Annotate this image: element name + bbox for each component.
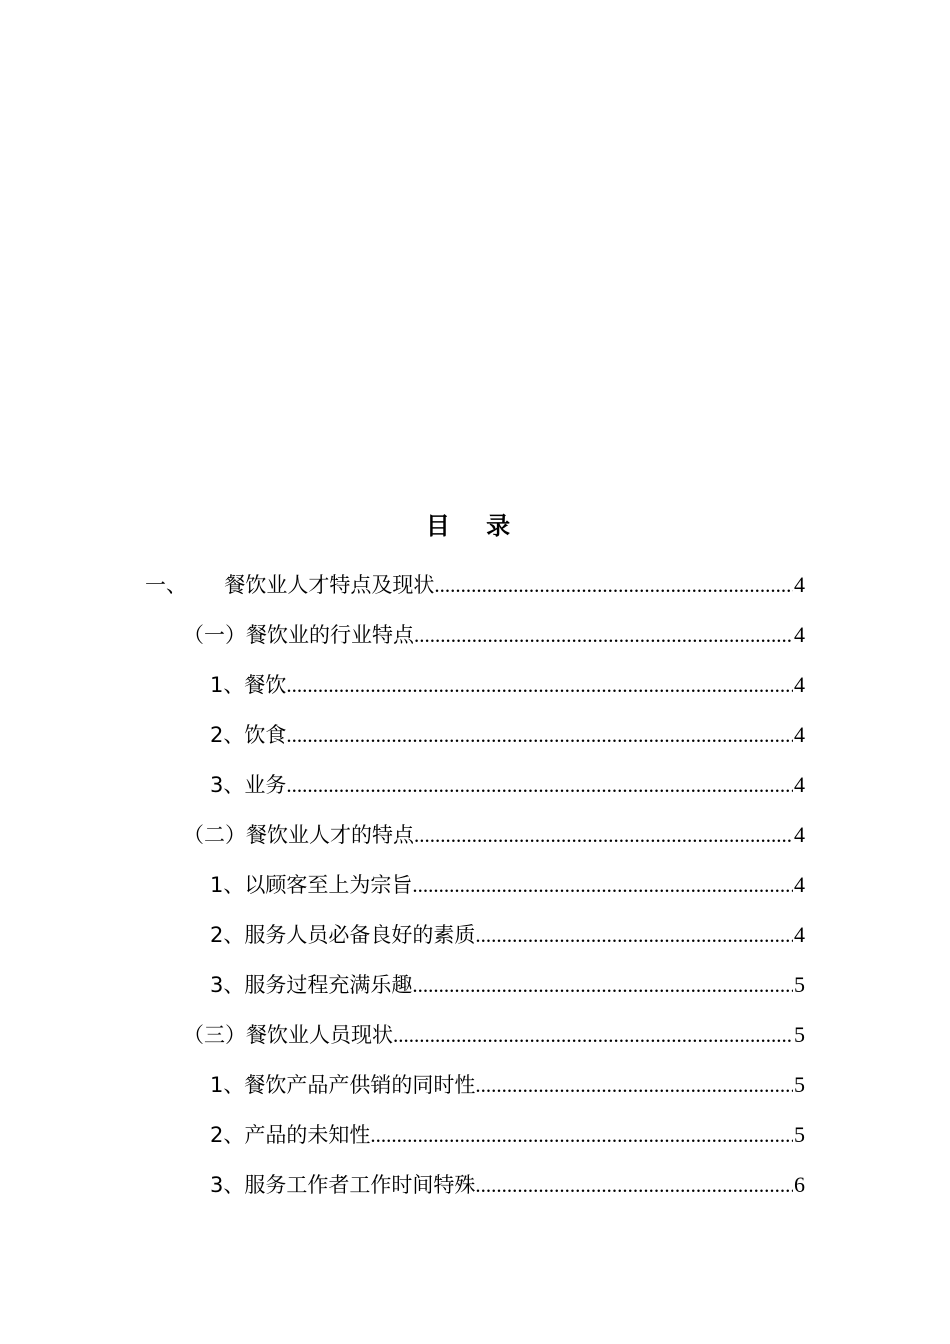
toc-dot-leader xyxy=(414,620,793,650)
toc-entry-number: 1、 xyxy=(210,1073,245,1097)
toc-page-number: 5 xyxy=(794,1072,805,1097)
toc-entry[interactable] xyxy=(210,1110,805,1150)
toc-entry-number: 3、 xyxy=(210,773,245,797)
toc-entry[interactable] xyxy=(183,810,805,850)
toc-dot-leader xyxy=(412,870,793,900)
toc-page-number: 5 xyxy=(794,1122,805,1147)
toc-dot-leader xyxy=(434,570,793,600)
toc-entry-number: 3、 xyxy=(210,973,245,997)
toc-page-number: 4 xyxy=(794,772,805,797)
toc-dot-leader xyxy=(414,820,793,850)
toc-entry[interactable] xyxy=(210,660,805,700)
toc-entry[interactable] xyxy=(183,610,805,650)
toc-entry-text: 业务 xyxy=(244,773,287,797)
toc-entry-text: 餐饮业人才特点及现状 xyxy=(224,573,435,597)
toc-dot-leader xyxy=(286,720,793,750)
toc-entry-text: （一）餐饮业的行业特点 xyxy=(183,623,414,647)
toc-entry-text: 服务过程充满乐趣 xyxy=(244,973,413,997)
toc-page-number: 4 xyxy=(794,922,805,947)
toc-entry-text: 服务人员必备良好的素质 xyxy=(244,923,476,947)
toc-entry-text: 餐饮产品产供销的同时性 xyxy=(244,1073,476,1097)
toc-page-number: 4 xyxy=(794,822,805,847)
toc-dot-leader xyxy=(286,670,793,700)
toc-entry-number: 2、 xyxy=(210,1123,245,1147)
toc-title: 目 录 xyxy=(425,512,525,540)
toc-dot-leader xyxy=(475,1070,793,1100)
toc-page-number: 4 xyxy=(794,872,805,897)
toc-entry-text: 餐饮 xyxy=(244,673,287,697)
toc-entry[interactable] xyxy=(210,860,805,900)
toc-entry-number: 2、 xyxy=(210,923,245,947)
toc-entry-number: 1、 xyxy=(210,873,245,897)
toc-dot-leader xyxy=(412,970,793,1000)
toc-entry-number: 3、 xyxy=(210,1173,245,1197)
toc-entry-text: 产品的未知性 xyxy=(244,1123,371,1147)
toc-dot-leader xyxy=(475,1170,793,1200)
toc-page-number: 4 xyxy=(794,622,805,647)
toc-entry[interactable] xyxy=(210,910,805,950)
toc-dot-leader xyxy=(475,920,793,950)
toc-dot-leader xyxy=(393,1020,793,1050)
toc-entry[interactable] xyxy=(210,1060,805,1100)
toc-entry-text: 服务工作者工作时间特殊 xyxy=(244,1173,476,1197)
toc-entry[interactable] xyxy=(210,960,805,1000)
toc-entry-text: 饮食 xyxy=(244,723,287,747)
toc-entry[interactable] xyxy=(210,710,805,750)
toc-entry-number: 2、 xyxy=(210,723,245,747)
toc-page-number: 4 xyxy=(794,722,805,747)
toc-entry[interactable] xyxy=(210,760,805,800)
toc-entry-text: （三）餐饮业人员现状 xyxy=(183,1023,393,1047)
toc-page-number: 5 xyxy=(794,972,805,997)
toc-page-number: 5 xyxy=(794,1022,805,1047)
toc-entry-number: 1、 xyxy=(210,673,245,697)
toc-page-number: 4 xyxy=(794,572,805,597)
toc-entry[interactable] xyxy=(183,1010,805,1050)
toc-entry-text: （二）餐饮业人才的特点 xyxy=(183,823,414,847)
toc-dot-leader xyxy=(370,1120,793,1150)
toc-entry-number: 一、 xyxy=(145,573,201,597)
toc-dot-leader xyxy=(286,770,793,800)
toc-entry[interactable] xyxy=(210,1160,805,1200)
toc-entry[interactable] xyxy=(145,560,805,600)
toc-entry-text: 以顾客至上为宗旨 xyxy=(244,873,413,897)
toc-page-number: 4 xyxy=(794,672,805,697)
toc-page-number: 6 xyxy=(794,1172,805,1197)
